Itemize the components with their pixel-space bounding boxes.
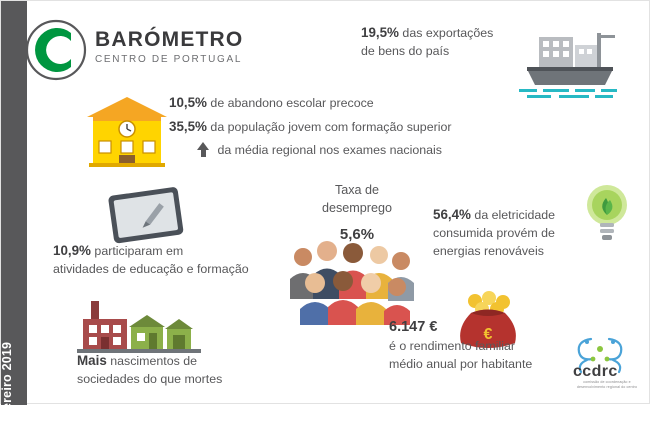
stat-household-income-line1: é o rendimento familiar xyxy=(389,339,516,354)
stat-education-training xyxy=(53,241,283,279)
stat-exports xyxy=(361,23,511,61)
stat-national-exams xyxy=(197,142,497,160)
arrow-up-icon xyxy=(197,142,210,157)
stat-education-training-value: 10,9% xyxy=(53,243,91,258)
stat-unemployment xyxy=(297,181,417,245)
stat-exports-line2: de bens do país xyxy=(361,43,450,58)
group-of-people-icon xyxy=(287,239,419,325)
stat-early-school-leaving-text: de abandono escolar precoce xyxy=(210,96,374,110)
stat-unemployment-label-line1: Taxa de xyxy=(334,183,380,197)
stat-exports-value: 19,5% xyxy=(361,25,399,40)
ccdrc-subtitle: comissão de coordenação e desenvolvimento regional do centro xyxy=(576,380,638,390)
school-building-icon xyxy=(85,95,169,167)
stat-youth-higher-education-value: 35,5% xyxy=(169,119,207,134)
stat-company-births-value: Mais xyxy=(77,353,107,368)
date-bar xyxy=(0,1,27,432)
stat-education-training-line1: participaram em xyxy=(94,244,184,258)
date-label: Fevereiro 2019 xyxy=(0,341,14,432)
tablet-icon xyxy=(105,185,189,247)
brand-text xyxy=(95,29,243,65)
stat-renewable-energy-line3: energias renováveis xyxy=(433,243,544,258)
stat-early-school-leaving-value: 10,5% xyxy=(169,95,207,110)
brand-block xyxy=(25,19,255,81)
stat-renewable-energy-line2: consumida provém de xyxy=(433,225,555,240)
stat-household-income-value: 6.147 € xyxy=(389,319,438,335)
stat-unemployment-value: 5,6% xyxy=(339,225,375,243)
stat-education-training-line2: atividades de educação e formação xyxy=(53,261,249,276)
brand-subtitle: CENTRO DE PORTUGAL xyxy=(95,54,243,66)
stat-youth-higher-education-text: da população jovem com formação superior xyxy=(210,120,452,134)
svg-text:€: € xyxy=(483,326,493,343)
stat-company-births-line2: sociedades do que mortes xyxy=(77,371,223,386)
stat-unemployment-label-line2: desemprego xyxy=(321,201,392,216)
factory-icon xyxy=(73,297,205,353)
stat-company-births-line1: nascimentos de xyxy=(110,354,198,368)
stat-household-income-line2: médio anual por habitante xyxy=(389,357,533,371)
spiral-c-logo-icon xyxy=(25,19,87,81)
ccdrc-logo xyxy=(557,333,643,393)
stat-exports-line1: das exportações xyxy=(402,26,494,40)
stat-renewable-energy-value: 56,4% xyxy=(433,207,471,222)
stat-early-school-leaving xyxy=(169,93,419,113)
stat-national-exams-text: da média regional nos exames nacionais xyxy=(217,143,442,157)
stat-youth-higher-education xyxy=(169,117,499,137)
ccdrc-wordmark: ccdrc xyxy=(573,363,618,380)
stat-renewable-energy-line1: da eletricidade xyxy=(474,208,556,222)
cargo-ship-icon xyxy=(513,29,625,101)
stat-company-births xyxy=(77,351,292,389)
brand-title: BARÓMETRO xyxy=(95,28,244,51)
stat-renewable-energy xyxy=(433,205,633,261)
